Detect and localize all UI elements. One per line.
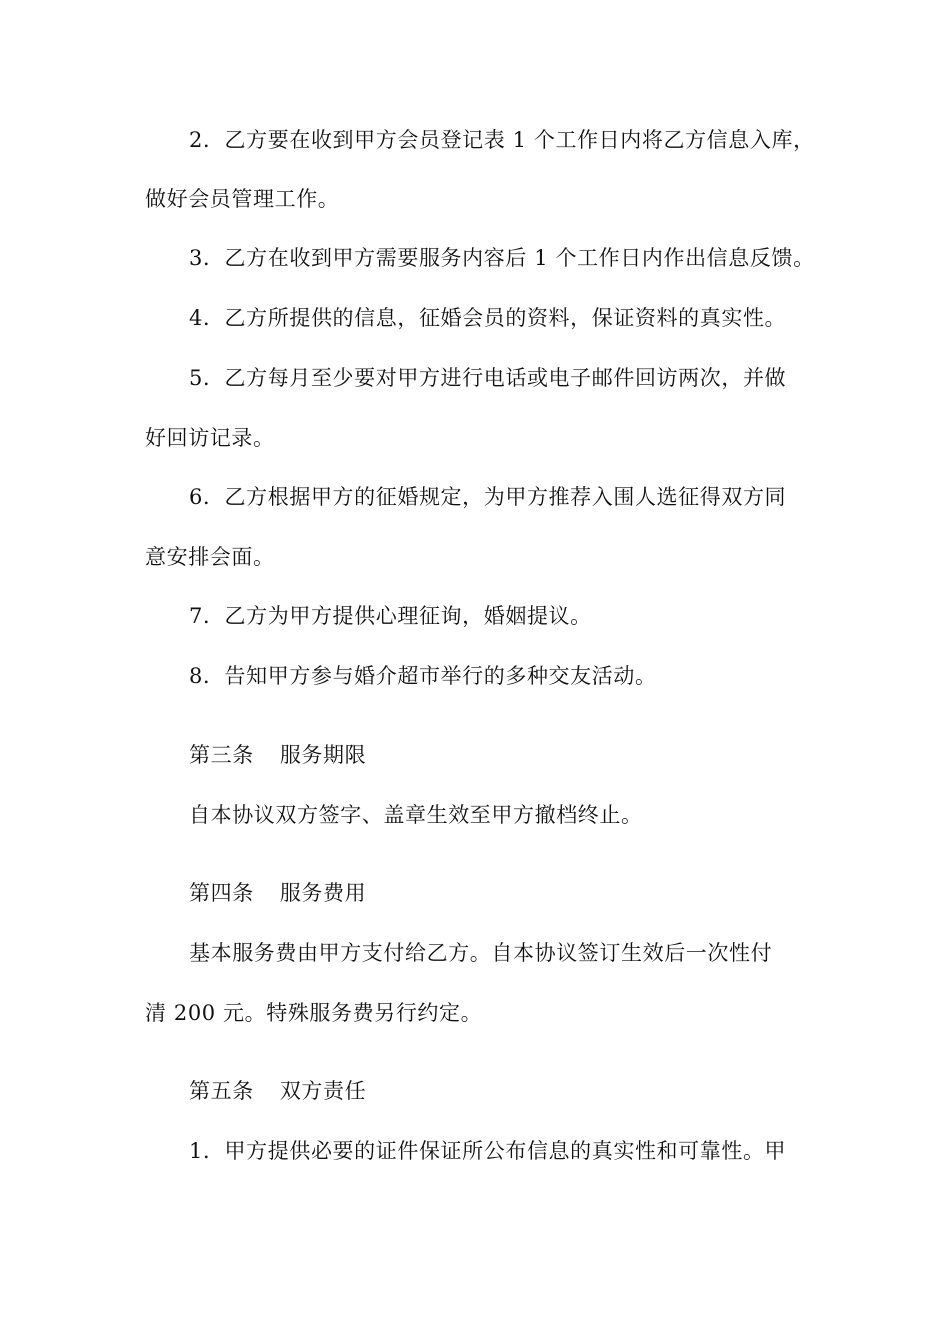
article-4-number: 第四条 <box>189 881 254 905</box>
clause-6-line-2: 意安排会面。 <box>145 545 275 569</box>
article-5-clause-1: 1．甲方提供必要的证件保证所公布信息的真实性和可靠性。甲 <box>189 1139 787 1163</box>
article-4-body-line-2: 清 200 元。特殊服务费另行约定。 <box>145 1001 483 1025</box>
article-3-body: 自本协议双方签字、盖章生效至甲方撤档终止。 <box>189 803 643 827</box>
article-5-number: 第五条 <box>189 1079 254 1103</box>
clause-5-line-1: 5．乙方每月至少要对甲方进行电话或电子邮件回访两次，并做 <box>189 366 787 390</box>
clause-7: 7．乙方为甲方提供心理征询，婚姻提议。 <box>189 604 592 628</box>
clause-3: 3．乙方在收到甲方需要服务内容后 1 个工作日内作出信息反馈。 <box>189 246 815 270</box>
clause-2-line-2: 做好会员管理工作。 <box>145 187 340 211</box>
clause-4: 4．乙方所提供的信息，征婚会员的资料，保证资料的真实性。 <box>189 306 787 330</box>
article-3-number: 第三条 <box>189 743 254 767</box>
article-4-body-line-1: 基本服务费由甲方支付给乙方。自本协议签订生效后一次性付 <box>189 941 773 965</box>
article-3-title: 服务期限 <box>279 743 367 767</box>
clause-8: 8．告知甲方参与婚介超市举行的多种交友活动。 <box>189 664 657 688</box>
clause-6-line-1: 6．乙方根据甲方的征婚规定，为甲方推荐入围人选征得双方同 <box>189 485 787 509</box>
article-4-title: 服务费用 <box>279 881 367 905</box>
article-5-heading <box>189 1076 829 1106</box>
article-3-heading <box>189 740 829 770</box>
article-4-heading <box>189 878 829 908</box>
article-5-title: 双方责任 <box>279 1079 367 1103</box>
clause-2-line-1: 2．乙方要在收到甲方会员登记表 1 个工作日内将乙方信息入库， <box>189 128 815 152</box>
clause-5-line-2: 好回访记录。 <box>145 426 275 450</box>
